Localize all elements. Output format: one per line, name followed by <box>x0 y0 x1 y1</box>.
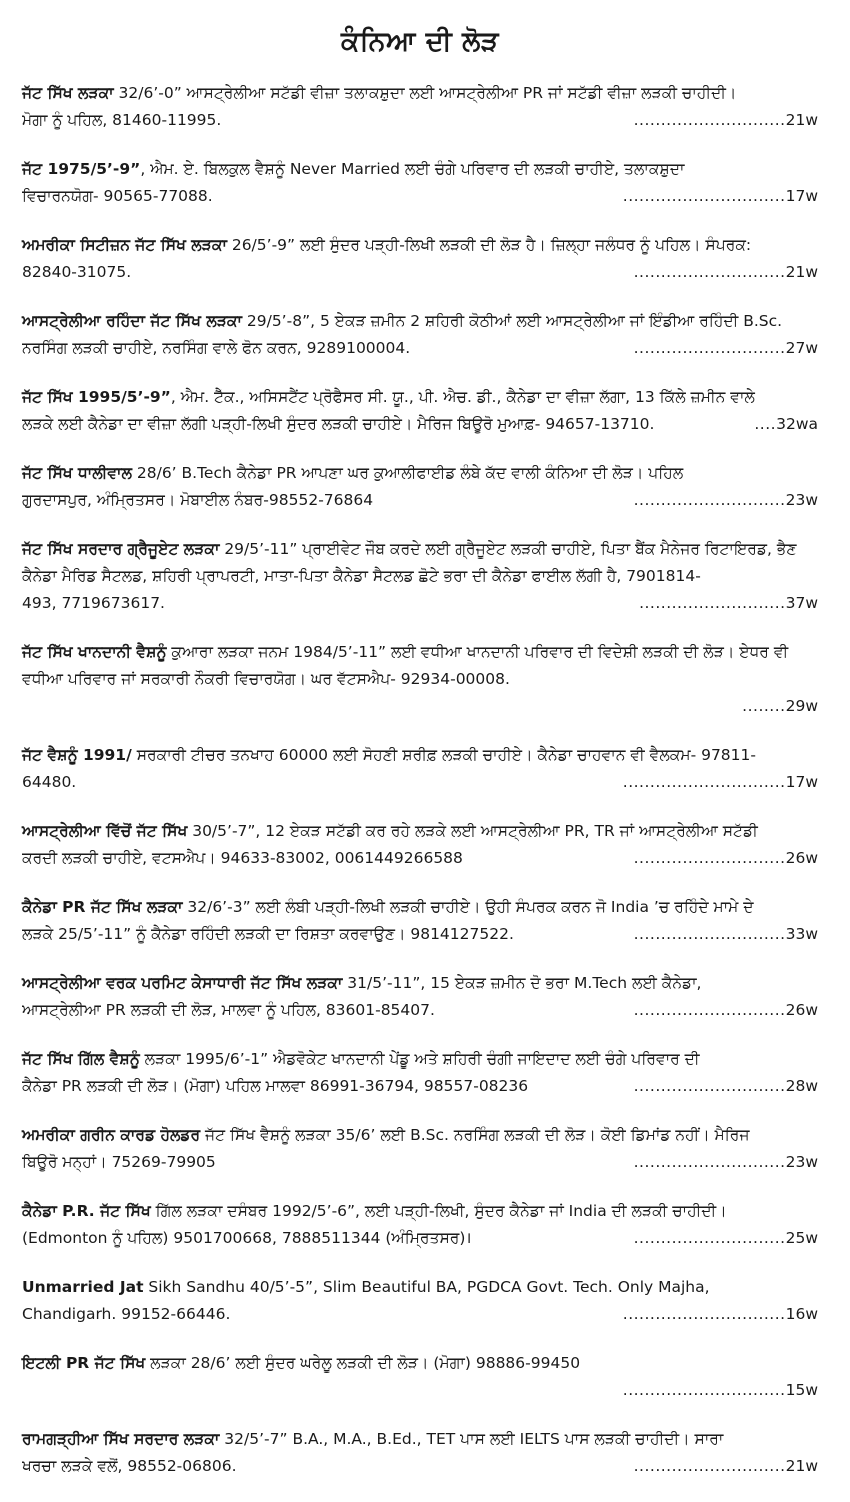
ad-leader-dots: .............................. <box>622 1305 786 1323</box>
matrimonial-ad <box>22 308 818 362</box>
ad-text <box>22 460 818 487</box>
ad-body: ਜੱਟ ਸਿੱਖ ਵੈਸ਼ਨੂੰ ਲੜਕਾ 35/6’ ਲਈ B.Sc. ਨਰਸਿੰਗ ਲੜਕੀ ਦੀ ਲੋੜ। ਕੋਈ ਡਿਮਾਂਡ ਨਹੀਂ। ਮੈਰਿਜ <box>200 1126 750 1144</box>
matrimonial-ad <box>22 536 818 617</box>
ad-code-number: 17w <box>785 773 818 791</box>
ad-footer-line <box>22 1377 818 1404</box>
ad-code <box>634 1073 818 1100</box>
ad-leader-dots: ........................... <box>639 594 786 612</box>
ad-code <box>634 1149 818 1176</box>
ad-code-number: 37w <box>785 594 818 612</box>
ad-text <box>22 742 818 769</box>
ad-lead: Unmarried Jat <box>22 1278 144 1296</box>
ad-code-number: 26w <box>785 849 818 867</box>
ad-body: Sikh Sandhu 40/5’-5”, Slim Beautiful BA, PGDCA Govt. Tech. Only Majha, <box>143 1278 710 1296</box>
ad-body: , ਐਮ. ਏ. ਬਿਲਕੁਲ ਵੈਸ਼ਨੂੰ Never Married ਲਈ ਚੰਗੇ ਪਰਿਵਾਰ ਦੀ ਲੜਕੀ ਚਾਹੀਏ, ਤਲਾਕਸ਼ੁਦਾ <box>140 160 685 178</box>
page-title: ਕੰਨਿਆ ਦੀ ਲੋੜ <box>340 26 500 57</box>
ad-footer-line <box>22 997 818 1024</box>
ad-code-number: 21w <box>785 111 818 129</box>
ad-lead: ਜੱਟ ਸਿੱਖ 1995/5’-9” <box>22 388 171 406</box>
ad-footer-line <box>22 1149 818 1176</box>
matrimonial-ad <box>22 1122 818 1176</box>
ad-code-number: 32wa <box>776 415 818 433</box>
ad-body: 31/5’-11”, 15 ਏਕੜ ਜ਼ਮੀਨ ਦੋ ਭਰਾ M.Tech ਲਈ ਕੈਨੇਡਾ, <box>342 974 702 992</box>
ad-text <box>22 232 818 259</box>
ad-text <box>22 1046 818 1073</box>
ad-text <box>22 1122 818 1149</box>
ad-leader-dots: ............................ <box>633 849 786 867</box>
ad-footer-line <box>22 183 818 210</box>
ad-contact: ਕਰਦੀ ਲੜਕੀ ਚਾਹੀਏ, ਵਟਸਐਪ। 94633-83002, 0061449266588 <box>22 849 463 867</box>
ad-footer-line <box>22 335 818 362</box>
ad-text <box>22 818 818 845</box>
ad-lead: ਜੱਟ ਸਿੱਖ ਖਾਨਦਾਨੀ ਵੈਸ਼ਨੂੰ <box>22 643 167 661</box>
ad-body: 32/6’-0” ਆਸਟ੍ਰੇਲੀਆ ਸਟੱਡੀ ਵੀਜ਼ਾ ਤਲਾਕਸ਼ੁਦਾ ਲਈ ਆਸਟ੍ਰੇਲੀਆ PR ਜਾਂ ਸਟੱਡੀ ਵੀਜ਼ਾ ਲੜਕੀ ਚਾਹੀਦੀ। <box>113 84 737 102</box>
ad-code-number: 21w <box>785 263 818 281</box>
ad-contact: ਲੜਕੇ ਲਈ ਕੈਨੇਡਾ ਦਾ ਵੀਜ਼ਾ ਲੱਗੀ ਪੜ੍ਹੀ-ਲਿਖੀ ਸੁੰਦਰ ਲੜਕੀ ਚਾਹੀਏ। ਮੈਰਿਜ ਬਿਊਰੋ ਮੁਆਫ਼- 94657-13710. <box>22 415 655 433</box>
ad-body: , ਐਮ. ਟੈੱਕ., ਅਸਿਸਟੈਂਟ ਪ੍ਰੋਫੈਸਰ ਸੀ. ਯੂ., ਪੀ. ਐਚ. ਡੀ., ਕੈਨੇਡਾ ਦਾ ਵੀਜ਼ਾ ਲੱਗਾ, 13 ਕਿੱਲੇ ਜ਼ਮੀਨ ਵਾਲੇ <box>170 388 755 406</box>
ad-lead: ਆਸਟ੍ਰੇਲੀਆ ਵਿੱਚੋਂ ਜੱਟ ਸਿੱਖ <box>22 822 188 840</box>
ad-code <box>623 1377 818 1404</box>
ad-text <box>22 1274 818 1301</box>
ad-code-number: 15w <box>785 1381 818 1399</box>
matrimonial-ad <box>22 639 818 720</box>
ad-footer-line <box>22 411 818 438</box>
ad-code <box>634 335 818 362</box>
ad-text <box>22 894 818 921</box>
ad-code-number: 28w <box>785 1077 818 1095</box>
ad-contact: ਆਸਟ੍ਰੇਲੀਆ PR ਲੜਕੀ ਦੀ ਲੋੜ, ਮਾਲਵਾ ਨੂੰ ਪਹਿਲ, 83601-85407. <box>22 1001 435 1019</box>
ad-text <box>22 1198 818 1225</box>
matrimonial-ad <box>22 384 818 438</box>
ad-leader-dots: ............................ <box>633 1457 786 1475</box>
ad-leader-dots: ............................ <box>633 1077 786 1095</box>
ad-text <box>22 536 818 590</box>
ad-code-number: 21w <box>785 1457 818 1475</box>
ad-body: 26/5’-9” ਲਈ ਸੁੰਦਰ ਪੜ੍ਹੀ-ਲਿਖੀ ਲੜਕੀ ਦੀ ਲੋੜ ਹੈ। ਜ਼ਿਲ੍ਹਾ ਜਲੰਧਰ ਨੂੰ ਪਹਿਲ। ਸੰਪਰਕ: <box>226 236 752 254</box>
ad-lead: ਅਮਰੀਕਾ ਸਿਟੀਜ਼ਨ ਜੱਟ ਸਿੱਖ ਲੜਕਾ <box>22 236 227 254</box>
ad-body: ਲੜਕਾ 1995/6’-1” ਐਡਵੋਕੇਟ ਖਾਨਦਾਨੀ ਪੇਂਡੂ ਅਤੇ ਸ਼ਹਿਰੀ ਚੰਗੀ ਜਾਇਦਾਦ ਲਈ ਚੰਗੇ ਪਰਿਵਾਰ ਦੀ <box>139 1050 700 1068</box>
ad-leader-dots: .............................. <box>622 773 786 791</box>
ad-body: 30/5’-7”, 12 ਏਕੜ ਸਟੱਡੀ ਕਰ ਰਹੇ ਲੜਕੇ ਲਈ ਆਸਟ੍ਰੇਲੀਆ PR, TR ਜਾਂ ਆਸਟ੍ਰੇਲੀਆ ਸਟੱਡੀ <box>187 822 758 840</box>
ad-lead: ਆਸਟ੍ਰੇਲੀਆ ਰਹਿੰਦਾ ਜੱਟ ਸਿੱਖ ਲੜਕਾ <box>22 312 242 330</box>
ad-code <box>634 845 818 872</box>
ad-footer-line <box>22 693 818 720</box>
ad-code <box>623 769 818 796</box>
ad-leader-dots: ........ <box>742 697 786 715</box>
matrimonial-ad <box>22 232 818 286</box>
ad-text <box>22 970 818 997</box>
ad-code-number: 25w <box>785 1229 818 1247</box>
ad-footer-line <box>22 1453 818 1480</box>
ad-footer-line <box>22 845 818 872</box>
ad-lead: ਕੈਨੇਡਾ PR ਜੱਟ ਸਿੱਖ ਲੜਕਾ <box>22 898 183 916</box>
ad-leader-dots: .............................. <box>622 187 786 205</box>
matrimonial-ad <box>22 894 818 948</box>
ad-contact: 82840-31075. <box>22 263 132 281</box>
ad-code <box>634 921 818 948</box>
ad-lead: ਆਸਟ੍ਰੇਲੀਆ ਵਰਕ ਪਰਮਿਟ ਕੇਸਾਧਾਰੀ ਜੱਟ ਸਿੱਖ ਲੜਕਾ <box>22 974 343 992</box>
ad-leader-dots: .............................. <box>622 1381 786 1399</box>
ad-footer-line <box>22 1225 818 1252</box>
ad-contact: ਨਰਸਿੰਗ ਲੜਕੀ ਚਾਹੀਏ, ਨਰਸਿੰਗ ਵਾਲੇ ਫੋਨ ਕਰਨ, 9289100004. <box>22 339 411 357</box>
ad-footer-line <box>22 921 818 948</box>
classifieds-page <box>22 26 818 1502</box>
ad-lead: ਜੱਟ ਸਿੱਖ ਧਾਲੀਵਾਲ <box>22 464 132 482</box>
ad-contact: ਖਰਚਾ ਲੜਕੇ ਵਲੋਂ, 98552-06806. <box>22 1457 237 1475</box>
ad-code <box>754 411 818 438</box>
ad-lead: ਇਟਲੀ PR ਜੱਟ ਸਿੱਖ <box>22 1354 146 1372</box>
ad-text <box>22 80 818 107</box>
ad-footer-line <box>22 1301 818 1328</box>
ad-code <box>634 1225 818 1252</box>
ad-contact: ਲੜਕੇ 25/5’-11” ਨੂੰ ਕੈਨੇਡਾ ਰਹਿੰਦੀ ਲੜਕੀ ਦਾ ਰਿਸ਼ਤਾ ਕਰਵਾਉਣ। 9814127522. <box>22 925 514 943</box>
ad-body: 29/5’-11” ਪ੍ਰਾਈਵੇਟ ਜੌਬ ਕਰਦੇ ਲਈ ਗ੍ਰੈਜੂਏਟ ਲੜਕੀ ਚਾਹੀਏ, ਪਿਤਾ ਬੈਂਕ ਮੈਨੇਜਰ ਰਿਟਾਇਰਡ, ਭੈਣ ਕੈਨੇਡਾ ਮੈਰਿਡ ਸੈਟਲਡ, ਸ਼ਹਿਰੀ ਪ੍ਰਾਪਰਟੀ, ਮਾਤਾ-ਪਿਤਾ ਕੈਨੇਡਾ ਸੈਟਲਡ ਛੋਟੇ ਭਰਾ ਦੀ ਕੈਨੇਡਾ ਫਾਈਲ ਲੱਗੀ ਹੈ, 7901814- <box>22 540 797 585</box>
ad-leader-dots: ............................ <box>633 491 786 509</box>
matrimonial-ad <box>22 742 818 796</box>
ad-code <box>634 107 818 134</box>
matrimonial-ad <box>22 80 818 134</box>
ad-contact: Chandigarh. 99152-66446. <box>22 1305 231 1323</box>
ad-code <box>623 1301 818 1328</box>
ad-leader-dots: ............................ <box>633 1229 786 1247</box>
ad-contact: ਗੁਰਦਾਸਪੁਰ, ਅੰਮ੍ਰਿਤਸਰ। ਮੋਬਾਈਲ ਨੰਬਰ-98552-76864 <box>22 491 374 509</box>
ad-body: ਕੁਆਰਾ ਲੜਕਾ ਜਨਮ 1984/5’-11” ਲਈ ਵਧੀਆ ਖਾਨਦਾਨੀ ਪਰਿਵਾਰ ਦੀ ਵਿਦੇਸ਼ੀ ਲੜਕੀ ਦੀ ਲੋੜ। ਏਧਰ ਵੀ ਵਧੀਆ ਪਰਿਵਾਰ ਜਾਂ ਸਰਕਾਰੀ ਨੌਕਰੀ ਵਿਚਾਰਯੋਗ। ਘਰ ਵੱਟਸਐਪ- 92934-00008. <box>22 643 789 688</box>
ad-lead: ਜੱਟ ਸਿੱਖ ਸਰਦਾਰ ਗ੍ਰੈਜੂਏਟ ਲੜਕਾ <box>22 540 220 558</box>
matrimonial-ad <box>22 460 818 514</box>
ad-body: 32/5’-7” B.A., M.A., B.Ed., TET ਪਾਸ ਲਈ IELTS ਪਾਸ ਲੜਕੀ ਚਾਹੀਦੀ। ਸਾਰਾ <box>219 1430 724 1448</box>
ad-body: ਗਿੱਲ ਲੜਕਾ ਦਸੰਬਰ 1992/5’-6”, ਲਈ ਪੜ੍ਹੀ-ਲਿਖੀ, ਸੁੰਦਰ ਕੈਨੇਡਾ ਜਾਂ India ਦੀ ਲੜਕੀ ਚਾਹੀਦੀ। <box>150 1202 727 1220</box>
ad-footer-line <box>22 259 818 286</box>
ad-leader-dots: ............................ <box>633 925 786 943</box>
ad-code <box>742 693 818 720</box>
ad-leader-dots: ............................ <box>633 263 786 281</box>
ad-contact: ਬਿਊਰੋ ਮਨ੍ਹਾਂ। 75269-79905 <box>22 1153 216 1171</box>
ad-body: ਸਰਕਾਰੀ ਟੀਚਰ ਤਨਖਾਹ 60000 ਲਈ ਸੋਹਣੀ ਸ਼ਰੀਫ਼ ਲੜਕੀ ਚਾਹੀਏ। ਕੈਨੇਡਾ ਚਾਹਵਾਨ ਵੀ ਵੈਲਕਮ- 97811- <box>131 746 756 764</box>
ad-text <box>22 384 818 411</box>
ad-lead: ਕੈਨੇਡਾ P.R. ਜੱਟ ਸਿੱਖ <box>22 1202 151 1220</box>
ad-contact: (Edmonton ਨੂੰ ਪਹਿਲ) 9501700668, 7888511344 (ਅੰਮ੍ਰਿਤਸਰ)। <box>22 1229 472 1247</box>
ad-lead: ਜੱਟ 1975/5’-9” <box>22 160 141 178</box>
ad-code <box>634 487 818 514</box>
ad-code <box>623 183 818 210</box>
ad-lead: ਜੱਟ ਸਿੱਖ ਗਿੱਲ ਵੈਸ਼ਨੂੰ <box>22 1050 140 1068</box>
matrimonial-ad <box>22 1350 818 1404</box>
ad-code-number: 17w <box>785 187 818 205</box>
ad-code-number: 23w <box>785 491 818 509</box>
ad-code-number: 26w <box>785 1001 818 1019</box>
ad-body: 28/6’ B.Tech ਕੈਨੇਡਾ PR ਆਪਣਾ ਘਰ ਕੁਆਲੀਫਾਈਡ ਲੰਬੇ ਕੱਦ ਵਾਲੀ ਕੰਨਿਆ ਦੀ ਲੋੜ। ਪਹਿਲ <box>131 464 684 482</box>
ad-text <box>22 156 818 183</box>
ad-lead: ਅਮਰੀਕਾ ਗਰੀਨ ਕਾਰਡ ਹੋਲਡਰ <box>22 1126 201 1144</box>
ad-text <box>22 639 818 693</box>
matrimonial-ad <box>22 970 818 1024</box>
ad-contact: ਵਿਚਾਰਨਯੋਗ- 90565-77088. <box>22 187 213 205</box>
ad-leader-dots: .... <box>754 415 777 433</box>
ad-text <box>22 308 818 335</box>
ad-leader-dots: ............................ <box>633 1001 786 1019</box>
ad-footer-line <box>22 487 818 514</box>
matrimonial-ad <box>22 1046 818 1100</box>
ad-text <box>22 1426 818 1453</box>
ad-code-number: 27w <box>785 339 818 357</box>
matrimonial-ad <box>22 1274 818 1328</box>
ad-text <box>22 1350 818 1377</box>
ad-code <box>639 590 818 617</box>
ad-lead: ਜੱਟ ਵੈਸ਼ਨੂੰ 1991/ <box>22 746 132 764</box>
ad-body: ਲੜਕਾ 28/6’ ਲਈ ਸੁੰਦਰ ਘਰੇਲੂ ਲੜਕੀ ਦੀ ਲੋੜ। (ਮੋਗਾ) 98886-99450 <box>145 1354 581 1372</box>
ad-code-number: 16w <box>785 1305 818 1323</box>
matrimonial-ad <box>22 156 818 210</box>
ad-footer-line <box>22 107 818 134</box>
matrimonial-ad <box>22 1426 818 1480</box>
ad-code-number: 33w <box>785 925 818 943</box>
ad-code <box>634 259 818 286</box>
ad-lead: ਜੱਟ ਸਿੱਖ ਲੜਕਾ <box>22 84 114 102</box>
ad-list <box>22 80 818 1480</box>
ad-leader-dots: ............................ <box>633 111 786 129</box>
ad-footer-line <box>22 590 818 617</box>
ad-footer-line <box>22 1073 818 1100</box>
matrimonial-ad <box>22 1198 818 1252</box>
ad-leader-dots: ............................ <box>633 339 786 357</box>
ad-contact: 493, 7719673617. <box>22 594 165 612</box>
ad-contact: 64480. <box>22 773 77 791</box>
matrimonial-ad <box>22 818 818 872</box>
ad-code <box>634 997 818 1024</box>
ad-body: 32/6’-3” ਲਈ ਲੰਬੀ ਪੜ੍ਹੀ-ਲਿਖੀ ਲੜਕੀ ਚਾਹੀਏ। ਉਹੀ ਸੰਪਰਕ ਕਰਨ ਜੋ India ’ਚ ਰਹਿੰਦੇ ਮਾਮੇ ਦੇ <box>182 898 754 916</box>
ad-body: 29/5’-8”, 5 ਏਕੜ ਜ਼ਮੀਨ 2 ਸ਼ਹਿਰੀ ਕੋਠੀਆਂ ਲਈ ਆਸਟ੍ਰੇਲੀਆ ਜਾਂ ਇੰਡੀਆ ਰਹਿੰਦੀ B.Sc. <box>241 312 783 330</box>
ad-contact: ਮੋਗਾ ਨੂੰ ਪਹਿਲ, 81460-11995. <box>22 111 222 129</box>
ad-code-number: 29w <box>785 697 818 715</box>
ad-footer-line <box>22 769 818 796</box>
ad-code <box>634 1453 818 1480</box>
ad-leader-dots: ............................ <box>633 1153 786 1171</box>
ad-lead: ਰਾਮਗੜ੍ਹੀਆ ਸਿੱਖ ਸਰਦਾਰ ਲੜਕਾ <box>22 1430 220 1448</box>
ad-code-number: 23w <box>785 1153 818 1171</box>
ad-contact: ਕੈਨੇਡਾ PR ਲੜਕੀ ਦੀ ਲੋੜ। (ਮੋਗਾ) ਪਹਿਲ ਮਾਲਵਾ 86991-36794, 98557-08236 <box>22 1077 529 1095</box>
